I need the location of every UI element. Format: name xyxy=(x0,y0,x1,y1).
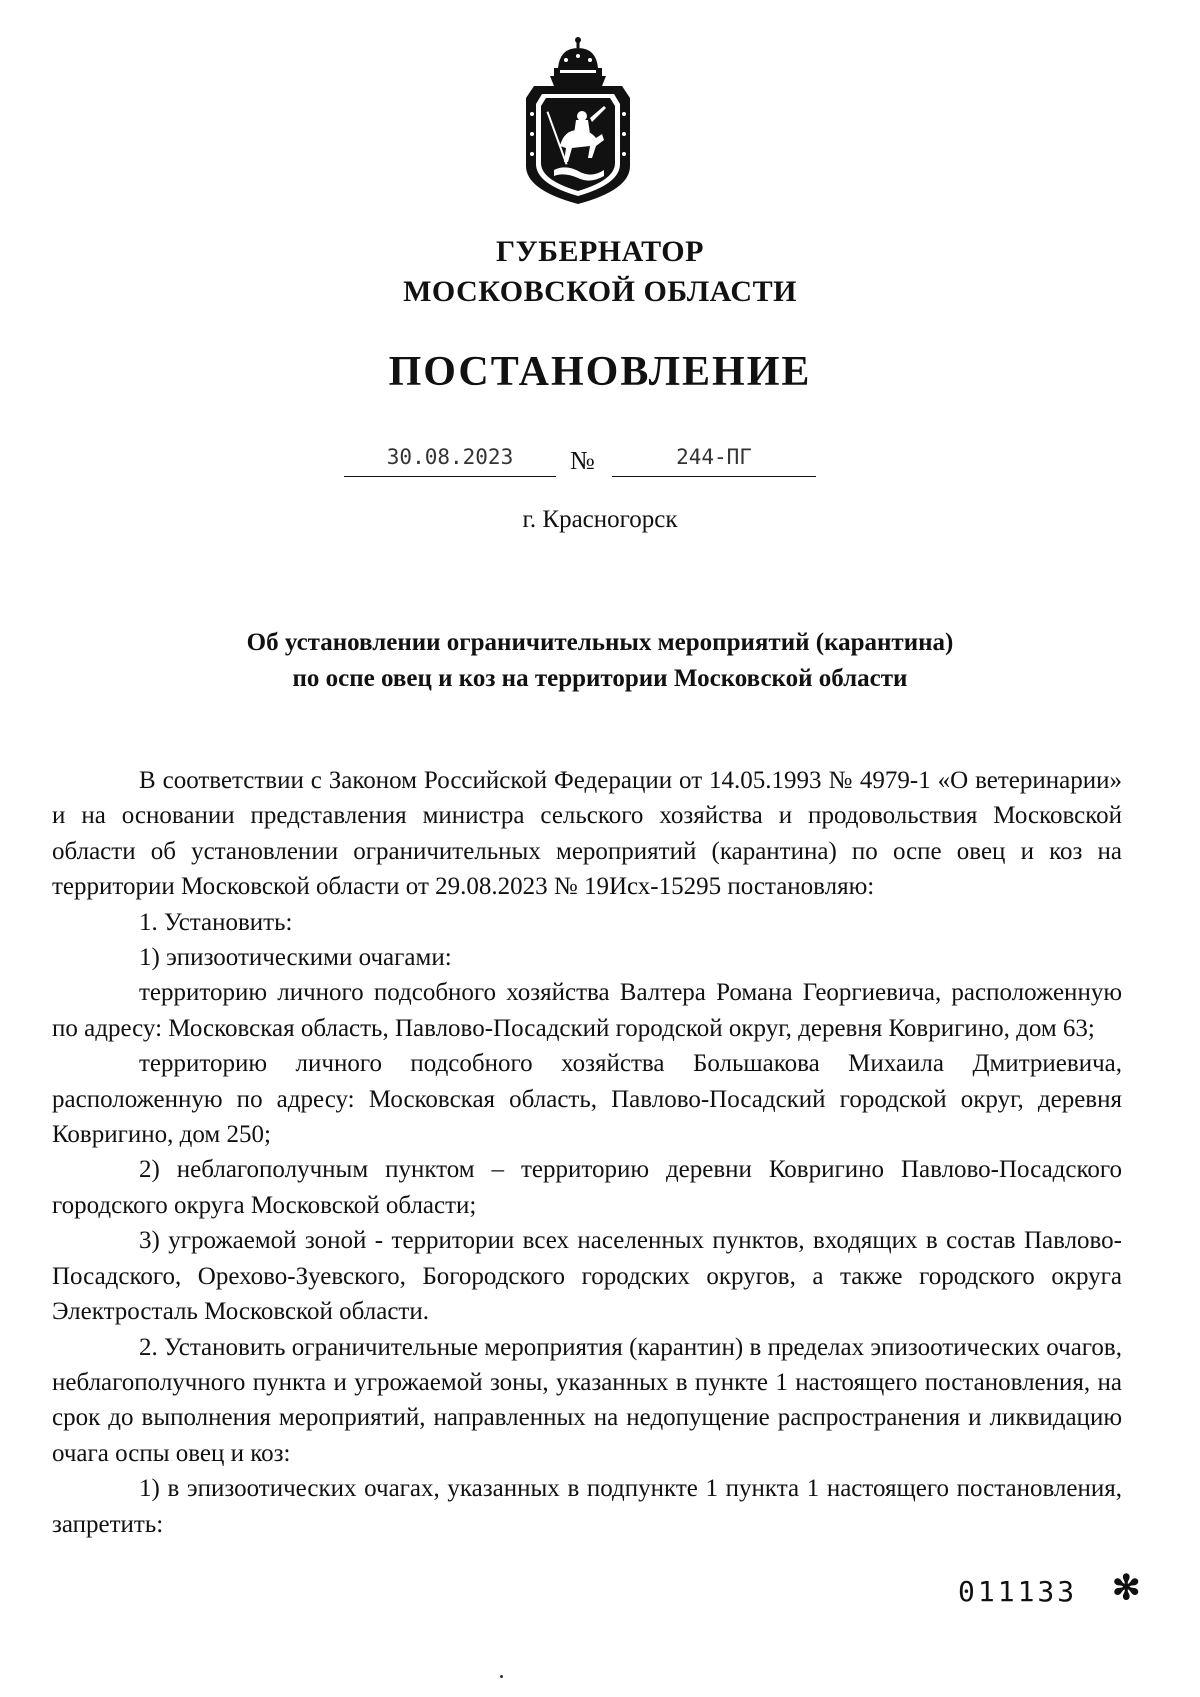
document-number: 244-ПГ xyxy=(612,442,816,477)
scan-dot xyxy=(500,1675,503,1678)
asterisk-mark: ✻ xyxy=(1112,1570,1141,1607)
document-title xyxy=(150,625,1050,697)
paragraph-item-1: 1. Установить: xyxy=(139,908,293,936)
title-line-2: по оспе овец и коз на территории Московской области xyxy=(292,665,908,692)
document-date: 30.08.2023 xyxy=(344,442,556,477)
date-number-line xyxy=(0,442,1200,478)
title-line-1: Об установлении ограничительных мероприятий (карантина) xyxy=(246,629,954,656)
paragraph-subitem-3: 3) угрожаемой зоной - территории всех населенных пунктов, входящих в состав Павлово-Посадского, Орехово-Зуевского, Богородского городских округов, а также городского округа Электросталь Московской области. xyxy=(52,1227,1122,1326)
paragraph-item-2-sub-1: 1) в эпизоотических очагах, указанных в подпункте 1 пункта 1 настоящего постановления, запретить: xyxy=(52,1475,1122,1538)
paragraph-subitem-1: 1) эпизоотическими очагами: xyxy=(139,944,452,972)
number-sign: № xyxy=(570,446,595,475)
authority-line-1: ГУБЕРНАТОР xyxy=(496,235,704,268)
issuing-authority xyxy=(0,232,1200,312)
authority-line-2: МОСКОВСКОЙ ОБЛАСТИ xyxy=(403,275,797,308)
coat-of-arms-emblem xyxy=(520,34,636,208)
city: г. Красногорск xyxy=(522,506,678,533)
document-type: ПОСТАНОВЛЕНИЕ xyxy=(388,349,812,395)
paragraph-focus-1: территорию личного подсобного хозяйства Валтера Романа Георгиевича, расположенную по адресу: Московская область, Павлово-Посадский городской округ, деревня Ковригино, дом 63; xyxy=(52,979,1122,1042)
paragraph-preamble: В соответствии с Законом Российской Федерации от 14.05.1993 № 4979-1 «О ветеринарии» и на основании представления министра сельского хозяйства и продовольствия Московской области об установлении ограничительных мероприятий (карантина) по оспе овец и коз на территории Московской области от 29.08.2023 № 19Исх-15295 постановляю: xyxy=(52,767,1122,901)
paragraph-focus-2: территорию личного подсобного хозяйства Большакова Михаила Дмитриевича, расположенную по адресу: Московская область, Павлово-Посадский городской округ, деревня Ковригино, дом 250; xyxy=(52,1050,1122,1149)
form-serial-number: 011133 xyxy=(958,1575,1078,1608)
paragraph-subitem-2: 2) неблагополучным пунктом – территорию деревни Ковригино Павлово-Посадского городского округа Московской области; xyxy=(52,1156,1122,1219)
paragraph-item-2: 2. Установить ограничительные мероприятия (карантин) в пределах эпизоотических очагов, неблагополучного пункта и угрожаемой зоны, указанных в пункте 1 настоящего постановления, на срок до выполнения мероприятий, направленных на недопущение распространения и ликвидацию очага оспы овец и коз: xyxy=(52,1333,1122,1467)
document-body xyxy=(52,763,1122,1542)
